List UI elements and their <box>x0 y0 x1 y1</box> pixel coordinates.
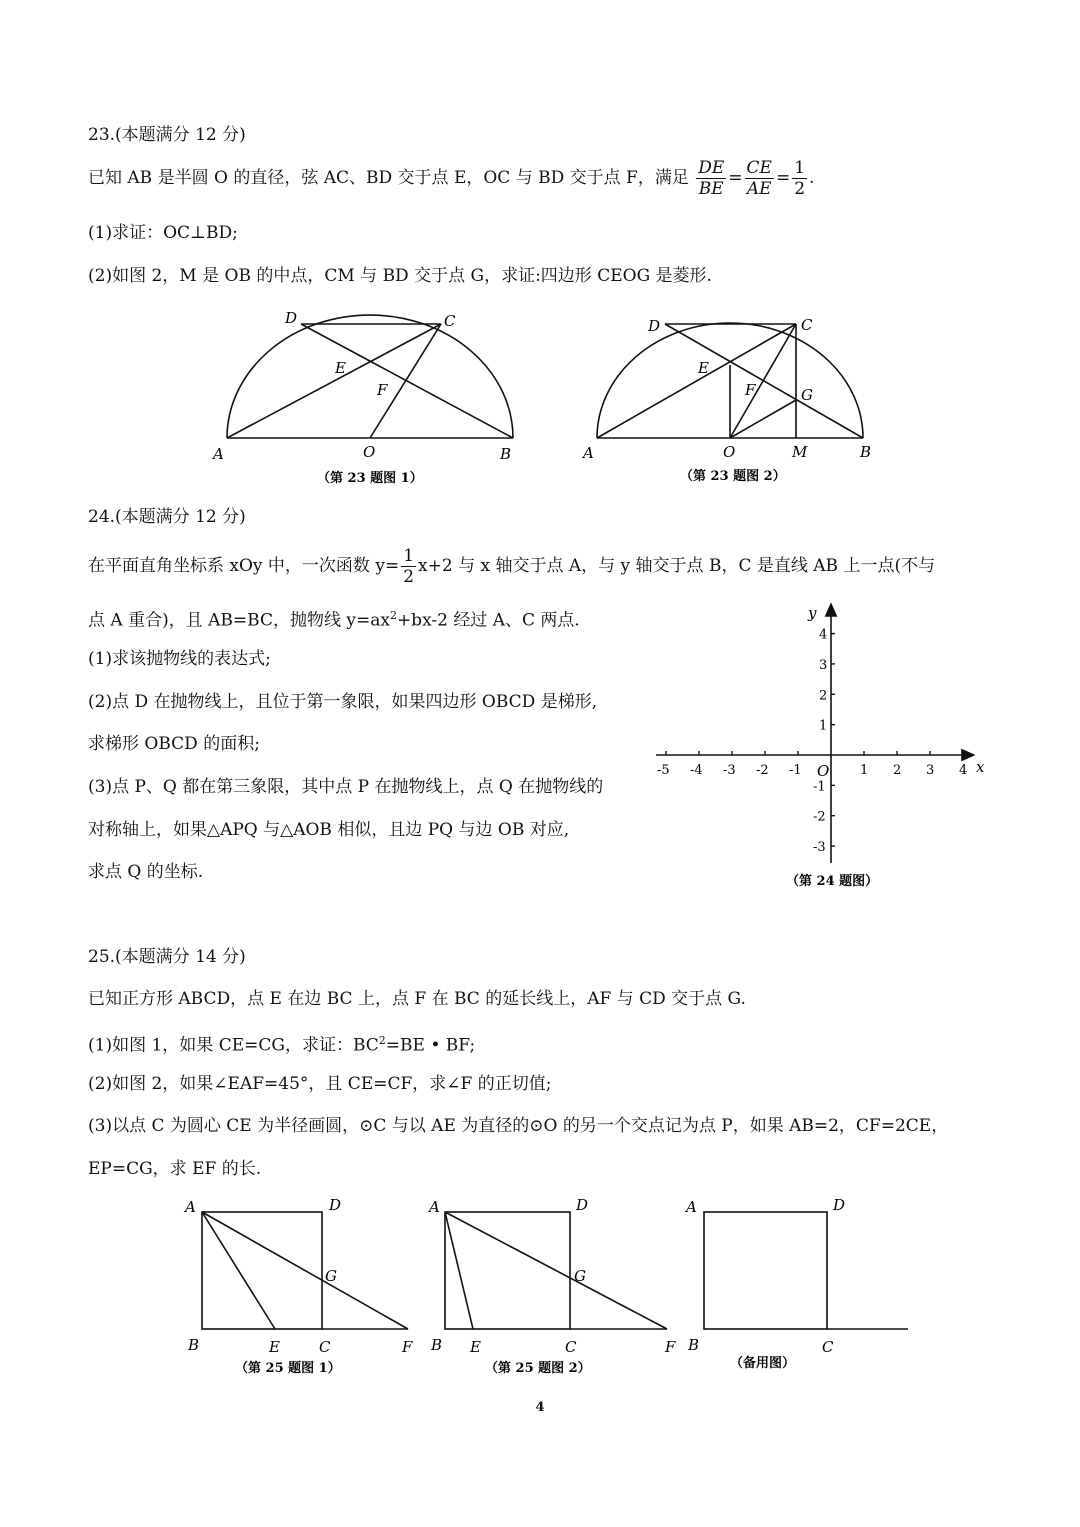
x-tick-label: 4 <box>959 763 968 778</box>
y-axis-label: y <box>808 604 817 622</box>
q25-part1-sup: 2 <box>378 1034 386 1047</box>
y-tick-label: 1 <box>819 718 828 734</box>
q24-stem2-b: +bx-2 经过 A、C 两点. <box>396 610 580 631</box>
q24-stem2 <box>88 605 580 632</box>
label-m: M <box>792 443 808 461</box>
label-e: E <box>335 359 346 377</box>
x-tick-label: -3 <box>723 763 736 778</box>
q24-graph-caption: （第 24 题图） <box>786 874 879 889</box>
label-o: O <box>363 443 376 461</box>
q25-part1-a: (1)如图 1，如果 CE=CG，求证：BC <box>88 1035 379 1056</box>
q24-stem-b: x+2 与 x 轴交于点 A，与 y 轴交于点 B，C 是直线 AB 上一点(不与 <box>418 556 936 576</box>
y-tick-label: -2 <box>813 809 826 825</box>
label-b: B <box>188 1336 200 1354</box>
label-c: C <box>801 316 813 334</box>
chord-bd <box>665 324 863 438</box>
q23-tail: . <box>809 168 815 188</box>
label-d: D <box>329 1196 342 1214</box>
q24-coordinate-graph <box>648 598 988 898</box>
q25-part1-b: =BE • BF; <box>385 1035 476 1056</box>
q24-stem2-a: 点 A 重合)，且 AB=BC，抛物线 y=ax <box>88 610 390 631</box>
q24-part3a: (3)点 P、Q 都在第三象限，其中点 P 在抛物线上，点 Q 在抛物线的 <box>88 777 604 797</box>
y-tick-label: 4 <box>819 627 828 643</box>
q24-part3b: 对称轴上，如果△APQ 与△AOB 相似，且边 PQ 与边 OB 对应, <box>88 820 570 840</box>
label-c: C <box>565 1338 577 1356</box>
square-abcd <box>704 1212 827 1329</box>
q23-heading: 23.(本题满分 12 分) <box>88 125 246 145</box>
q23-frac-half: $\frac{1}{2}$ <box>794 158 806 199</box>
y-tick-label: 3 <box>819 657 828 673</box>
x-tick-label: 1 <box>860 763 869 778</box>
label-d: D <box>285 309 298 327</box>
q23-eq2: = <box>775 168 791 188</box>
label-d: D <box>833 1196 846 1214</box>
label-c: C <box>444 312 456 330</box>
q25-part2: (2)如图 2，如果∠EAF=45°，且 CE=CF，求∠F 的正切值; <box>88 1074 552 1094</box>
label-e: E <box>269 1338 280 1356</box>
label-f: F <box>377 381 388 399</box>
label-f: F <box>402 1338 413 1356</box>
label-a: A <box>429 1198 440 1216</box>
q24-heading: 24.(本题满分 12 分) <box>88 507 246 527</box>
q25-fig3-caption: （备用图） <box>730 1356 796 1371</box>
label-b: B <box>860 443 872 461</box>
q24-frac-half: $\frac{1}{2}$ <box>403 546 415 587</box>
q23-fig1-caption: （第 23 题图 1） <box>317 471 423 486</box>
segment-oc <box>730 324 796 438</box>
q25-part3a: (3)以点 C 为圆心 CE 为半径画圆，⊙C 与以 AE 为直径的⊙O 的另一个交点记为点 P，如果 AB=2，CF=2CE， <box>88 1116 949 1136</box>
label-a: A <box>213 445 224 463</box>
q24-stem2-sup: 2 <box>389 609 397 622</box>
label-o: O <box>723 443 736 461</box>
label-g: G <box>325 1267 337 1285</box>
q25-stem: 已知正方形 ABCD，点 E 在边 BC 上，点 F 在 BC 的延长线上，AF 与 CD 交于点 G. <box>88 989 746 1009</box>
label-f: F <box>665 1338 676 1356</box>
label-b: B <box>500 445 512 463</box>
label-g: G <box>801 386 813 404</box>
label-a: A <box>686 1198 697 1216</box>
q23-stem-text: 已知 AB 是半圆 O 的直径，弦 AC、BD 交于点 E，OC 与 BD 交于点 F，满足 <box>88 168 689 188</box>
q25-part3b: EP=CG，求 EF 的长. <box>88 1159 262 1179</box>
label-d: D <box>576 1196 589 1214</box>
label-c: C <box>319 1338 331 1356</box>
q25-fig1-caption: （第 25 题图 1） <box>235 1361 341 1376</box>
x-tick-label: -1 <box>789 763 802 778</box>
q24-part2b: 求梯形 OBCD 的面积; <box>88 734 260 754</box>
label-b: B <box>688 1336 700 1354</box>
q23-figure-2 <box>580 305 880 495</box>
label-d: D <box>648 317 661 335</box>
label-e: E <box>698 359 709 377</box>
segment-ae <box>202 1212 275 1329</box>
segment-ae <box>445 1212 473 1329</box>
q23-frac-de-be: $\frac{DE}{BE}$ <box>698 158 725 199</box>
q23-figure-1 <box>205 305 535 495</box>
x-tick-label: 2 <box>893 763 902 778</box>
q25-figure-2 <box>425 1195 685 1380</box>
q23-stem <box>88 158 814 199</box>
label-f: F <box>745 381 756 399</box>
q23-eq1: = <box>728 168 743 188</box>
segment-af <box>445 1212 667 1329</box>
y-tick-label: 2 <box>819 688 828 704</box>
q24-stem <box>88 546 935 587</box>
x-tick-label: 3 <box>926 763 935 778</box>
q25-heading: 25.(本题满分 14 分) <box>88 947 246 967</box>
x-tick-label: -4 <box>690 763 703 778</box>
origin-label: O <box>817 762 830 780</box>
label-b: B <box>431 1336 443 1354</box>
label-g: G <box>574 1267 586 1285</box>
q25-part1 <box>88 1030 475 1057</box>
q24-part3c: 求点 Q 的坐标. <box>88 862 204 882</box>
x-tick-label: -2 <box>756 763 769 778</box>
q25-figure-1 <box>180 1195 420 1380</box>
chord-ac <box>597 324 796 438</box>
q24-part2a: (2)点 D 在抛物线上，且位于第一象限，如果四边形 OBCD 是梯形, <box>88 692 598 712</box>
label-a: A <box>583 444 594 462</box>
page-number: 4 <box>535 1400 545 1415</box>
label-e: E <box>470 1338 481 1356</box>
q23-fig2-caption: （第 23 题图 2） <box>680 469 786 484</box>
q23-frac-ce-ae: $\frac{CE}{AE}$ <box>746 158 772 199</box>
y-tick-label: -3 <box>813 840 826 856</box>
q23-part2: (2)如图 2，M 是 OB 的中点，CM 与 BD 交于点 G，求证:四边形 CEOG 是菱形. <box>88 266 712 286</box>
semicircle-arc <box>227 315 513 438</box>
q24-stem-a: 在平面直角坐标系 xOy 中，一次函数 y= <box>88 556 400 576</box>
y-tick-label: -1 <box>813 779 826 795</box>
q25-figure-spare <box>680 1195 920 1380</box>
segment-af <box>202 1212 408 1329</box>
x-axis-label: x <box>976 758 985 776</box>
segment-og <box>730 400 796 438</box>
label-a: A <box>185 1198 196 1216</box>
q23-part1: (1)求证：OC⊥BD; <box>88 223 238 243</box>
q25-fig2-caption: （第 25 题图 2） <box>485 1361 591 1376</box>
square-abcd <box>445 1212 570 1329</box>
label-c: C <box>822 1338 834 1356</box>
q24-part1: (1)求该抛物线的表达式; <box>88 649 271 669</box>
x-tick-label: -5 <box>657 763 670 778</box>
